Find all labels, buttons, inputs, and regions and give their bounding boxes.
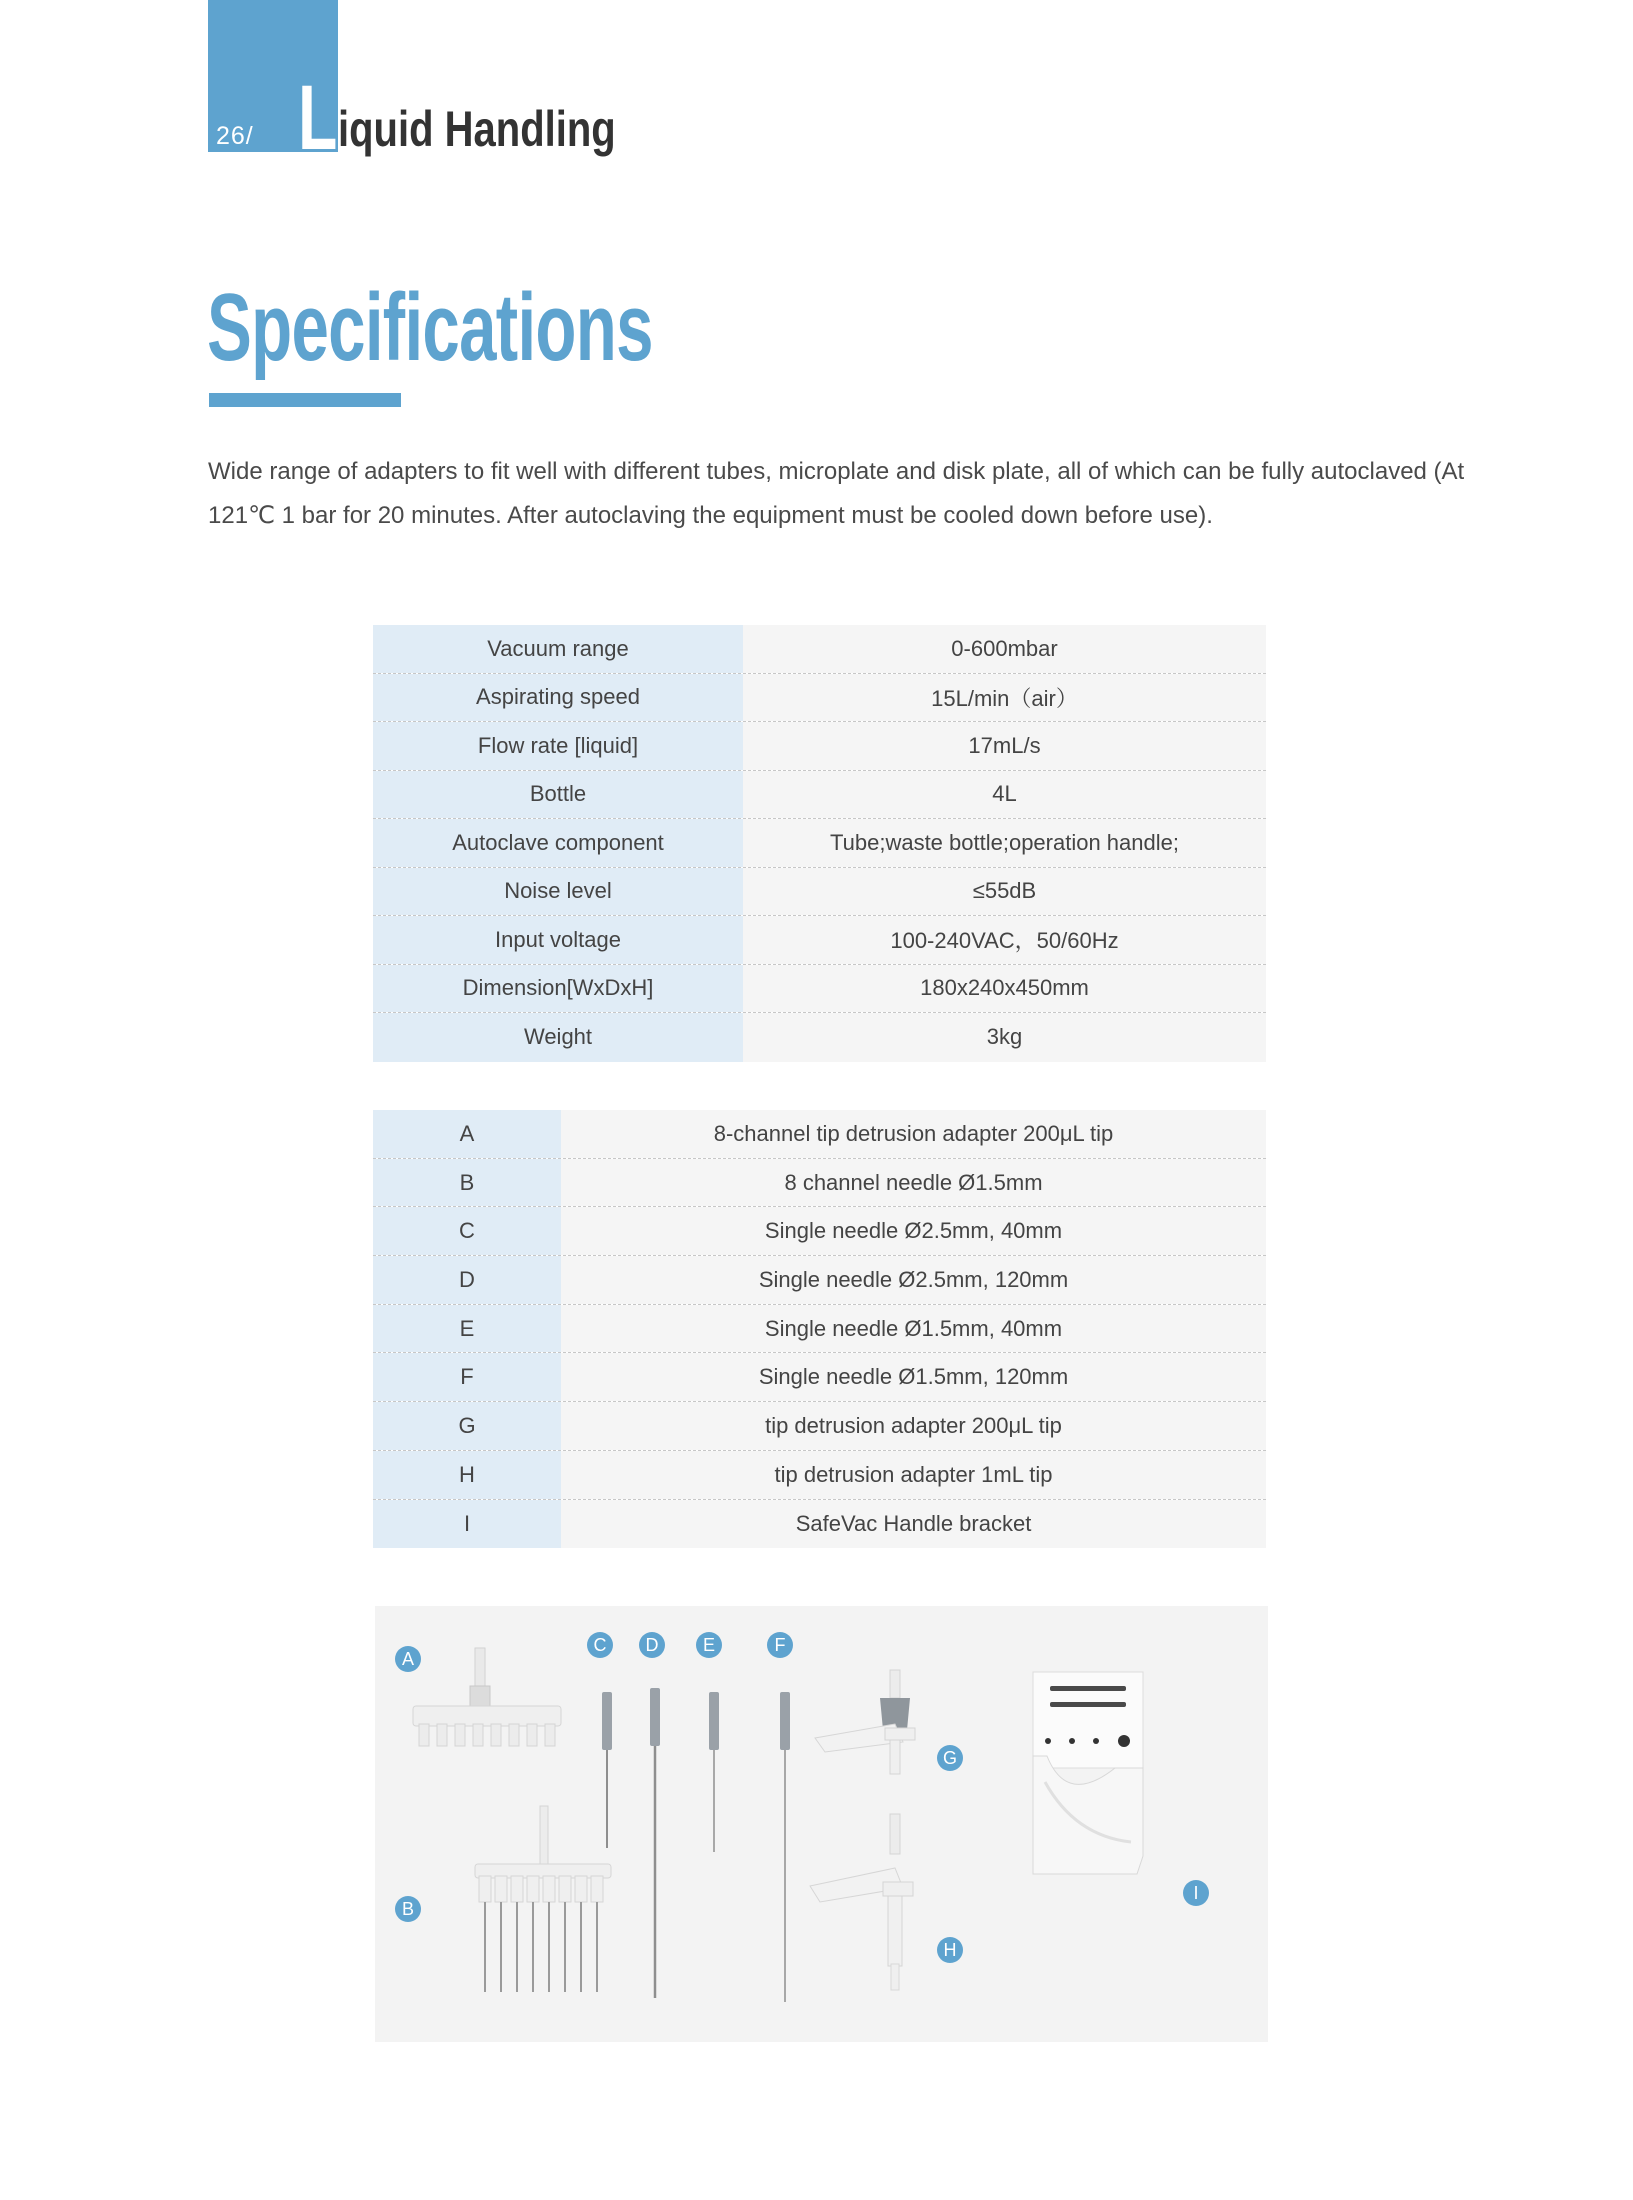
part-description: 8 channel needle Ø1.5mm	[561, 1159, 1266, 1207]
parts-row	[373, 1159, 1266, 1208]
spec-row	[373, 1013, 1266, 1062]
part-description: Single needle Ø1.5mm, 120mm	[561, 1353, 1266, 1401]
part-key: C	[373, 1207, 561, 1255]
spec-row	[373, 819, 1266, 868]
part-key: B	[373, 1159, 561, 1207]
part-key: F	[373, 1353, 561, 1401]
intro-paragraph: Wide range of adapters to fit well with different tubes, microplate and disk plate, all of which can be fully autoclaved (At 121℃ 1 bar for 20 minutes. After autoclaving the equipment must be cooled down before use).	[208, 458, 1465, 529]
spec-value: 100-240VAC，50/60Hz	[743, 916, 1266, 964]
spec-value: 0-600mbar	[743, 625, 1266, 673]
spec-label: Aspirating speed	[373, 674, 743, 722]
page-title: Specifications	[207, 274, 653, 381]
part-description: Single needle Ø2.5mm, 40mm	[561, 1207, 1266, 1255]
part-description: Single needle Ø1.5mm, 40mm	[561, 1305, 1266, 1353]
part-c-illustration	[602, 1692, 612, 1848]
accessories-photo	[375, 1606, 1268, 2042]
spec-value: ≤55dB	[743, 868, 1266, 916]
part-key: E	[373, 1305, 561, 1353]
spec-label: Input voltage	[373, 916, 743, 964]
spec-row	[373, 771, 1266, 820]
spec-row	[373, 868, 1266, 917]
part-e-illustration	[709, 1692, 719, 1852]
badge-e: E	[696, 1632, 722, 1658]
spec-table	[373, 625, 1266, 1062]
spec-row	[373, 722, 1266, 771]
spec-value: 15L/min（air）	[743, 674, 1266, 722]
spec-row	[373, 965, 1266, 1014]
badge-g: G	[937, 1745, 963, 1771]
parts-row	[373, 1256, 1266, 1305]
spec-row	[373, 625, 1266, 674]
part-description: tip detrusion adapter 200μL tip	[561, 1402, 1266, 1450]
part-a-illustration	[413, 1648, 561, 1746]
part-description: 8-channel tip detrusion adapter 200μL tip	[561, 1110, 1266, 1158]
part-d-illustration	[650, 1688, 660, 1998]
parts-row	[373, 1451, 1266, 1500]
part-key: H	[373, 1451, 561, 1499]
spec-value: 180x240x450mm	[743, 965, 1266, 1013]
parts-table	[373, 1110, 1266, 1548]
spec-label: Autoclave component	[373, 819, 743, 867]
spec-label: Bottle	[373, 771, 743, 819]
badge-h: H	[937, 1937, 963, 1963]
part-f-illustration	[780, 1692, 790, 2002]
spec-label: Flow rate [liquid]	[373, 722, 743, 770]
page-number: 26/	[216, 122, 254, 150]
part-i-illustration	[1033, 1672, 1143, 1874]
badge-a: A	[395, 1646, 421, 1672]
parts-row	[373, 1305, 1266, 1354]
part-key: I	[373, 1500, 561, 1549]
part-key: A	[373, 1110, 561, 1158]
spec-row	[373, 674, 1266, 723]
section-title-initial: L	[298, 67, 338, 169]
section-title-rest: iquid Handling	[338, 101, 616, 157]
badge-d: D	[639, 1632, 665, 1658]
spec-value: 4L	[743, 771, 1266, 819]
parts-row	[373, 1207, 1266, 1256]
parts-row	[373, 1500, 1266, 1549]
spec-value: 17mL/s	[743, 722, 1266, 770]
spec-value: 3kg	[743, 1013, 1266, 1062]
part-g-illustration	[815, 1670, 915, 1774]
spec-label: Dimension[WxDxH]	[373, 965, 743, 1013]
badge-f: F	[767, 1632, 793, 1658]
badge-c: C	[587, 1632, 613, 1658]
parts-row	[373, 1402, 1266, 1451]
part-key: G	[373, 1402, 561, 1450]
accessories-illustration	[375, 1606, 1268, 2042]
part-description: SafeVac Handle bracket	[561, 1500, 1266, 1549]
spec-row	[373, 916, 1266, 965]
part-b-illustration	[475, 1806, 611, 1992]
title-underline	[209, 393, 401, 407]
parts-row	[373, 1353, 1266, 1402]
badge-b: B	[395, 1896, 421, 1922]
part-h-illustration	[810, 1814, 913, 1990]
part-key: D	[373, 1256, 561, 1304]
badge-i: I	[1183, 1880, 1209, 1906]
spec-value: Tube;waste bottle;operation handle;	[743, 819, 1266, 867]
parts-row	[373, 1110, 1266, 1159]
section-title	[298, 67, 685, 169]
spec-label: Vacuum range	[373, 625, 743, 673]
spec-label: Weight	[373, 1013, 743, 1062]
part-description: tip detrusion adapter 1mL tip	[561, 1451, 1266, 1499]
spec-label: Noise level	[373, 868, 743, 916]
part-description: Single needle Ø2.5mm, 120mm	[561, 1256, 1266, 1304]
